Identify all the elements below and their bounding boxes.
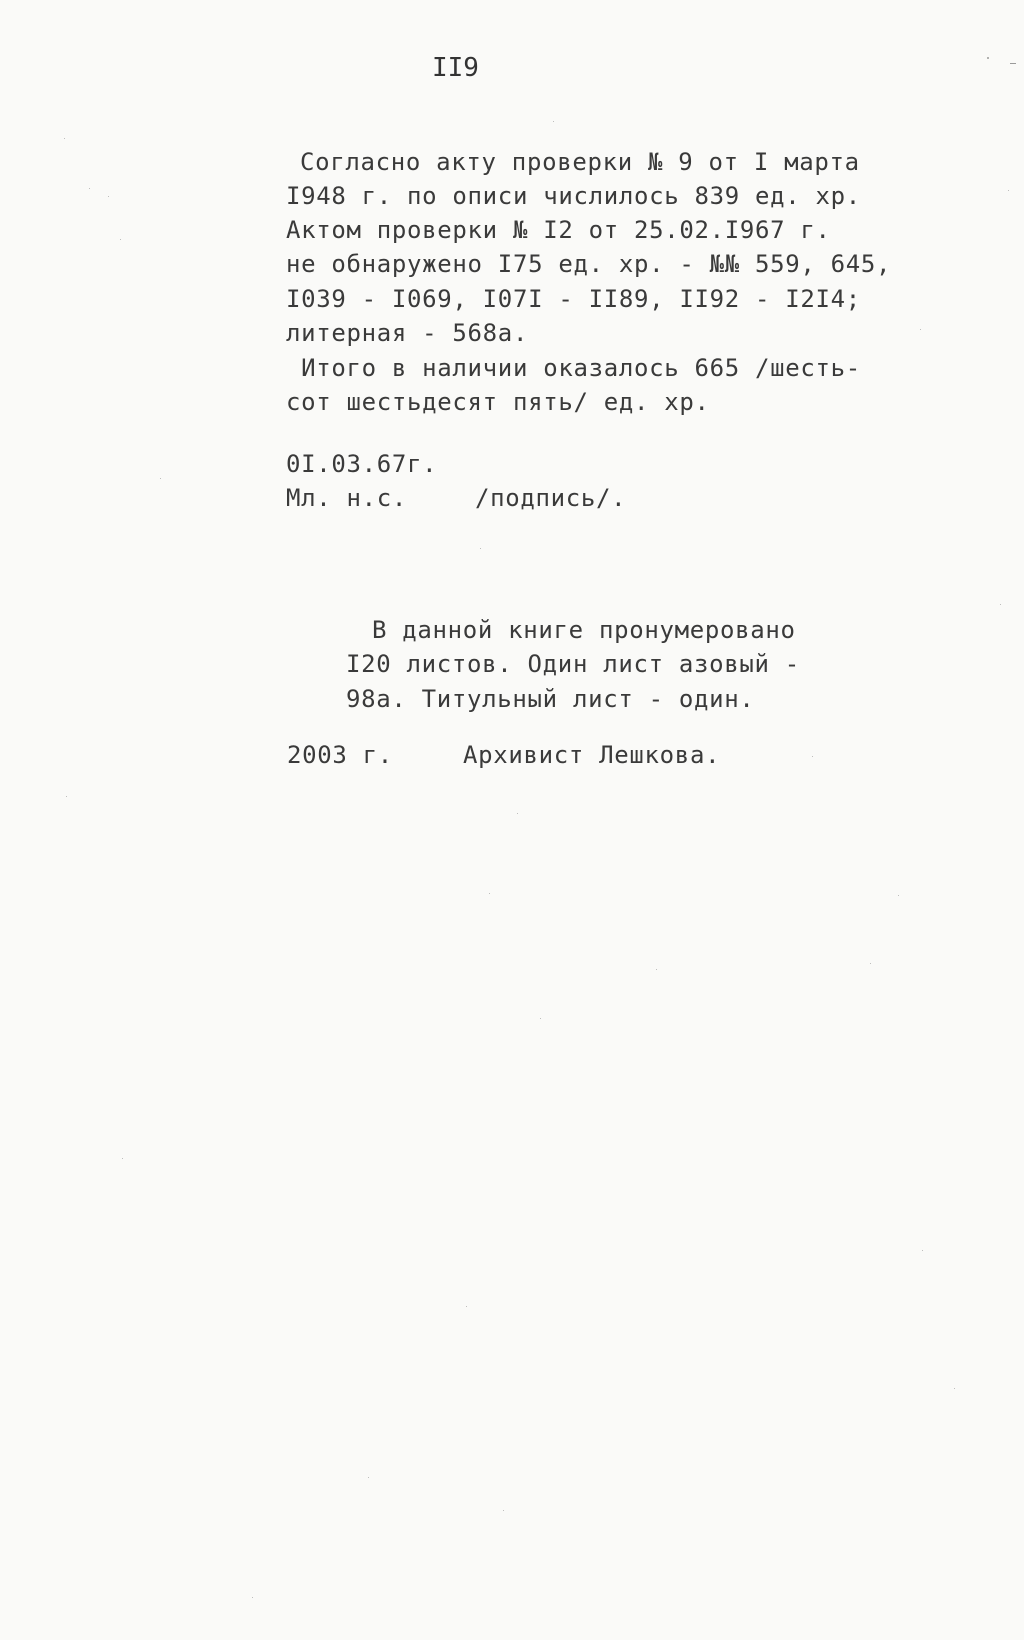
paper-speck [122,1158,123,1159]
signature-placeholder: /подпись/. [475,484,627,512]
paper-speck [812,756,813,757]
paper-speck [1010,63,1016,64]
paper-speck [489,893,490,894]
paper-speck [540,1018,541,1019]
verification-line-3: Актом проверки № I2 от 25.02.I967 г. [286,216,831,244]
paper-speck [898,895,899,896]
verification-line-2: I948 г. по описи числилось 839 ед. хр. [286,182,861,210]
paper-speck [89,188,90,189]
paper-speck [480,548,481,549]
certification-line-2: I20 листов. Один лист азовый - [346,650,800,678]
paper-speck [922,1250,923,1251]
paper-speck [1000,604,1001,605]
paper-speck [108,196,109,197]
paper-speck [252,1597,253,1598]
verification-line-5: I039 - I069, I07I - II89, II92 - I2I4; [286,285,861,313]
certification-line-3: 98а. Титульный лист - один. [346,685,755,713]
verification-line-8: сот шестьдесят пять/ ед. хр. [286,388,710,416]
paper-speck [954,1388,955,1389]
paper-speck [120,239,121,240]
paper-speck [987,57,989,59]
verification-date: 0I.03.67г. [286,450,438,478]
paper-speck [503,1510,504,1511]
paper-speck [1008,190,1009,191]
paper-speck [466,1306,467,1307]
paper-speck [553,121,554,122]
paper-speck [870,963,871,964]
paper-speck [66,796,67,797]
page-number: II9 [432,53,479,83]
paper-speck [517,813,518,814]
signatory-title: Мл. н.с. [286,484,408,512]
certification-line-1: В данной книге пронумеровано [372,616,796,644]
archivist-signature: Архивист Лешкова. [463,741,721,769]
verification-line-1: Согласно акту проверки № 9 от I марта [300,148,860,176]
paper-speck [64,138,65,139]
verification-line-6: литерная - 568а. [286,319,529,347]
paper-speck [920,329,921,330]
verification-line-4: не обнаружено I75 ед. хр. - №№ 559, 645, [286,250,892,278]
paper-speck [368,1477,369,1478]
certification-year: 2003 г. [287,741,393,769]
paper-speck [160,478,161,479]
verification-line-7: Итого в наличии оказалось 665 /шесть- [286,354,861,382]
paper-speck [656,969,657,970]
